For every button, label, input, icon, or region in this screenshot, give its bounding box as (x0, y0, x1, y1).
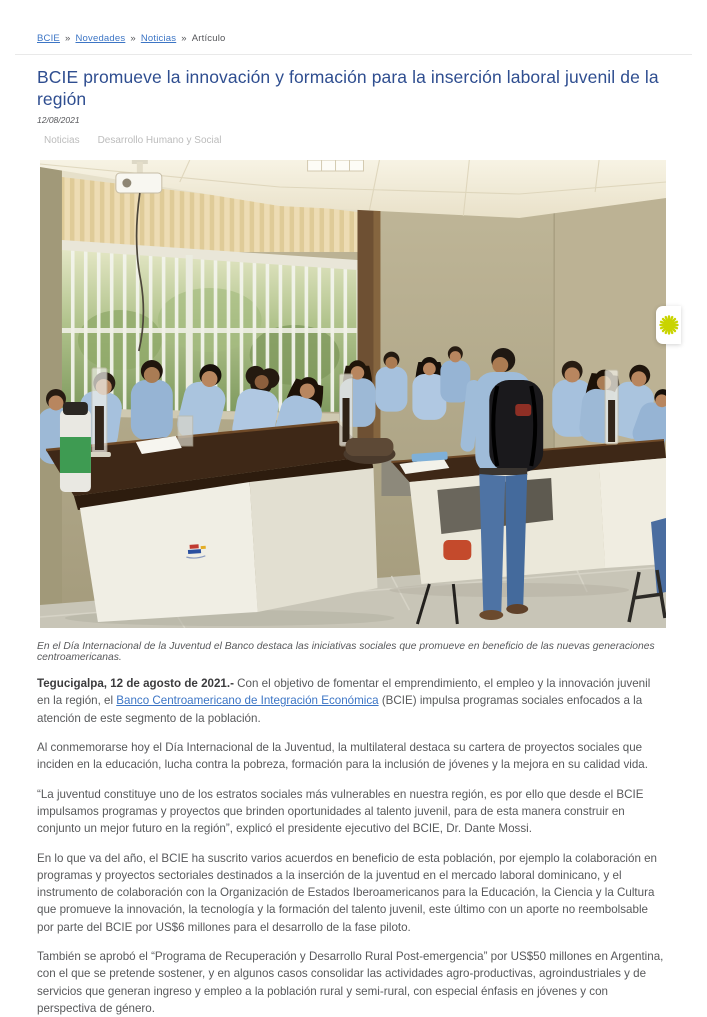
asterisk-icon (658, 314, 680, 336)
breadcrumb-separator: » (64, 33, 71, 44)
bcie-inline-link[interactable]: Banco Centroamericano de Integración Económica (116, 694, 379, 708)
tag-noticias[interactable]: Noticias (44, 134, 80, 146)
paragraph: “La juventud constituye uno de los estratos sociales más vulnerables en nuestra región, es por ello que desde el BCIE impulsamos programas y proyectos que brinden oportunidades al talento juvenil, para de esta manera construir en conjunto un mejor futuro en la región”, explicó el presidente ejecutivo del BCIE, Dr. Dante Mossi. (37, 788, 644, 836)
dateline: Tegucigalpa, 12 de agosto de 2021.- (37, 677, 234, 691)
article-photo-container (40, 160, 666, 628)
breadcrumb-current: Artículo (191, 33, 226, 44)
breadcrumb (0, 0, 707, 54)
lead-text-after-link: (BCIE) impulsa programas sociales enfocados a la atención de este segmento de la población. (37, 694, 643, 725)
classroom-photo (40, 160, 666, 628)
breadcrumb-separator: » (130, 33, 136, 44)
tag-desarrollo-humano[interactable]: Desarrollo Humano y Social (97, 134, 222, 146)
paragraph: En lo que va del año, el BCIE ha suscrito varios acuerdos en beneficio de esta población, por ejemplo la colaboración en programas y proyectos sectoriales destinados a la inserción de la juventud en el mercado laboral dominicano, y el instrumento de colaboración con la Organización de Estados Iberoamericanos para la Educación, la Ciencia y la Cultura que promueve la innovación, la tecnología y la formación del talento juvenil, este último con un aporte no reembolsable por parte del BCIE por US$6 millones para el desarrollo de la fase piloto. (37, 852, 658, 934)
divider (15, 54, 692, 55)
photo-caption: En el Día Internacional de la Juventud el Banco destaca las iniciativas sociales que promueve en beneficio de las nuevas generaciones centroamericanas. (37, 640, 655, 663)
breadcrumb-link-bcie[interactable]: BCIE (37, 33, 60, 44)
lead-paragraph (37, 675, 665, 726)
breadcrumb-link-novedades[interactable]: Novedades (75, 33, 126, 44)
breadcrumb-link-noticias[interactable]: Noticias (140, 33, 177, 44)
accessibility-widget[interactable] (656, 306, 681, 344)
breadcrumb-separator: » (181, 33, 187, 44)
article-tags (44, 135, 670, 146)
paragraph: También se aprobó el “Programa de Recuperación y Desarrollo Rural Post-emergencia” por US$50 millones en Argentina, con el que se pretende sostener, y en algunos casos consolidar las actividades agro-productivas, agroindustriales y de servicios que generan ingreso y empleo a la población rural y semi-rural, con especial énfasis en jóvenes y con perspectiva de género. (37, 950, 664, 1015)
lead-text-before-link: Con el objetivo de fomentar el emprendimiento, el empleo y la innovación juvenil en la región, el (37, 677, 651, 708)
page-title: BCIE promueve la innovación y formación para la inserción laboral juvenil de la región (37, 67, 659, 109)
paragraph: Al conmemorarse hoy el Día Internacional de la Juventud, la multilateral destaca su cartera de proyectos sociales que inciden en la educación, lucha contra la pobreza, formación para la inclusión de jóvenes y la mejora en su calidad vida. (37, 741, 648, 772)
article-date: 12/08/2021 (37, 114, 80, 125)
article-body (0, 675, 707, 1017)
